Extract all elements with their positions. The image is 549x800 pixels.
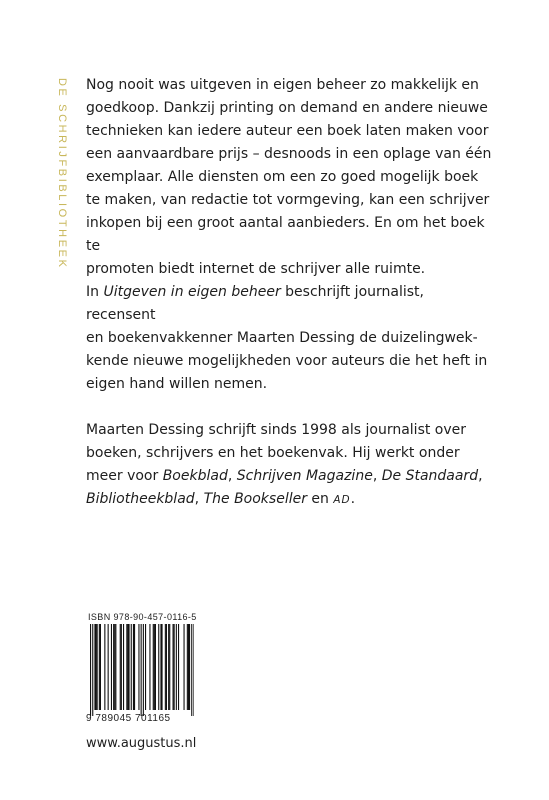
barcode-bar (115, 624, 116, 710)
barcode-bar (100, 624, 101, 710)
barcode-bar (96, 624, 97, 710)
author-bio-line: Bibliotheekblad, The Bookseller en AD. (86, 491, 356, 507)
barcode-bar (173, 624, 174, 710)
barcode-bar (165, 624, 166, 710)
book-title: Uitgeven in eigen beheer (103, 284, 281, 300)
back-cover-text (86, 74, 496, 512)
series-label: DE SCHRIJFBIBLIOTHEEK (56, 78, 68, 270)
isbn-number: ISBN 978-90-457-0116-5 (88, 612, 197, 622)
barcode-bar (131, 624, 132, 710)
blurb-line: goedkoop. Dankzij printing on demand en andere nieuwe (86, 100, 488, 116)
barcode-bar (114, 624, 115, 710)
barcode-bar (97, 624, 98, 710)
barcode-bar (187, 624, 188, 710)
barcode-bar (178, 624, 179, 710)
barcode-bar (174, 624, 175, 710)
barcode-bar (191, 624, 192, 716)
blurb-line: technieken kan iedere auteur een boek laten maken voor (86, 123, 489, 139)
publication: Boekblad (162, 468, 228, 484)
blurb-line: In Uitgeven in eigen beheer beschrijft journalist, recensent (86, 284, 424, 323)
blurb-line: eigen hand willen nemen. (86, 376, 268, 392)
barcode-bar (94, 624, 95, 710)
barcode-bar (154, 624, 155, 710)
author-bio-line: boeken, schrijvers en het boekenvak. Hij werkt onder (86, 445, 460, 461)
blurb-line: Nog nooit was uitgeven in eigen beheer zo makkelijk en (86, 77, 479, 93)
barcode-bar (153, 624, 154, 710)
author-bio-line: Maarten Dessing schrijft sinds 1998 als journalist over (86, 422, 467, 438)
barcode-bar (189, 624, 190, 710)
publisher-website: www.augustus.nl (86, 736, 197, 751)
publication: The Bookseller (203, 491, 307, 507)
barcode-bar (123, 624, 124, 710)
barcode-bar (134, 624, 135, 710)
barcode-bar (166, 624, 167, 710)
barcode-bar (90, 624, 91, 716)
barcode-bar (176, 624, 177, 710)
barcode-bar (113, 624, 114, 710)
blurb-line: inkopen bij een groot aantal aanbieders. En om het boek te (86, 215, 485, 254)
barcode-bar (184, 624, 185, 710)
publication: De Standaard (381, 468, 479, 484)
blurb-line: exemplaar. Alle diensten om een zo goed mogelijk boek (86, 169, 479, 185)
blurb-line: te maken, van redactie tot vormgeving, kan een schrijver (86, 192, 490, 208)
blurb-line: promoten biedt internet de schrijver alle ruimte. (86, 261, 426, 277)
barcode-bar (141, 624, 142, 716)
barcode-bar (168, 624, 169, 710)
barcode-bar (92, 624, 93, 716)
author-bio-line: meer voor Boekblad, Schrijven Magazine, De Standaard, (86, 468, 483, 484)
barcode-bar (99, 624, 100, 710)
barcode-bar (193, 624, 194, 716)
barcode-bar (158, 624, 159, 710)
barcode-bar (138, 624, 139, 710)
barcode-bars (86, 624, 194, 716)
barcode-bar (162, 624, 163, 710)
barcode-bar (155, 624, 156, 710)
barcode-bar (127, 624, 128, 710)
barcode-bar (129, 624, 130, 710)
barcode-bar (111, 624, 112, 710)
barcode-bar (149, 624, 150, 710)
blurb-line: en boekenvakkenner Maarten Dessing de duizelingwek- (86, 330, 478, 346)
barcode-bar (104, 624, 105, 710)
barcode-bar (108, 624, 109, 710)
publication: Bibliotheekblad (86, 491, 195, 507)
barcode-digits: 9 789045 701165 (86, 713, 171, 724)
barcode-bar (145, 624, 146, 710)
blurb-line: een aanvaardbare prijs – desnoods in een oplage van één (86, 146, 492, 162)
barcode-bar (126, 624, 127, 710)
barcode-bar (121, 624, 122, 710)
barcode-bar (188, 624, 189, 710)
publication: Schrijven Magazine (236, 468, 373, 484)
barcode-bar (120, 624, 121, 710)
barcode-bar (160, 624, 161, 710)
publication: AD (333, 494, 351, 506)
barcode-bar (169, 624, 170, 710)
barcode (86, 612, 196, 724)
barcode-bar (133, 624, 134, 710)
barcode-bar (143, 624, 144, 716)
blurb-line: kende nieuwe mogelijkheden voor auteurs die het heft in (86, 353, 488, 369)
